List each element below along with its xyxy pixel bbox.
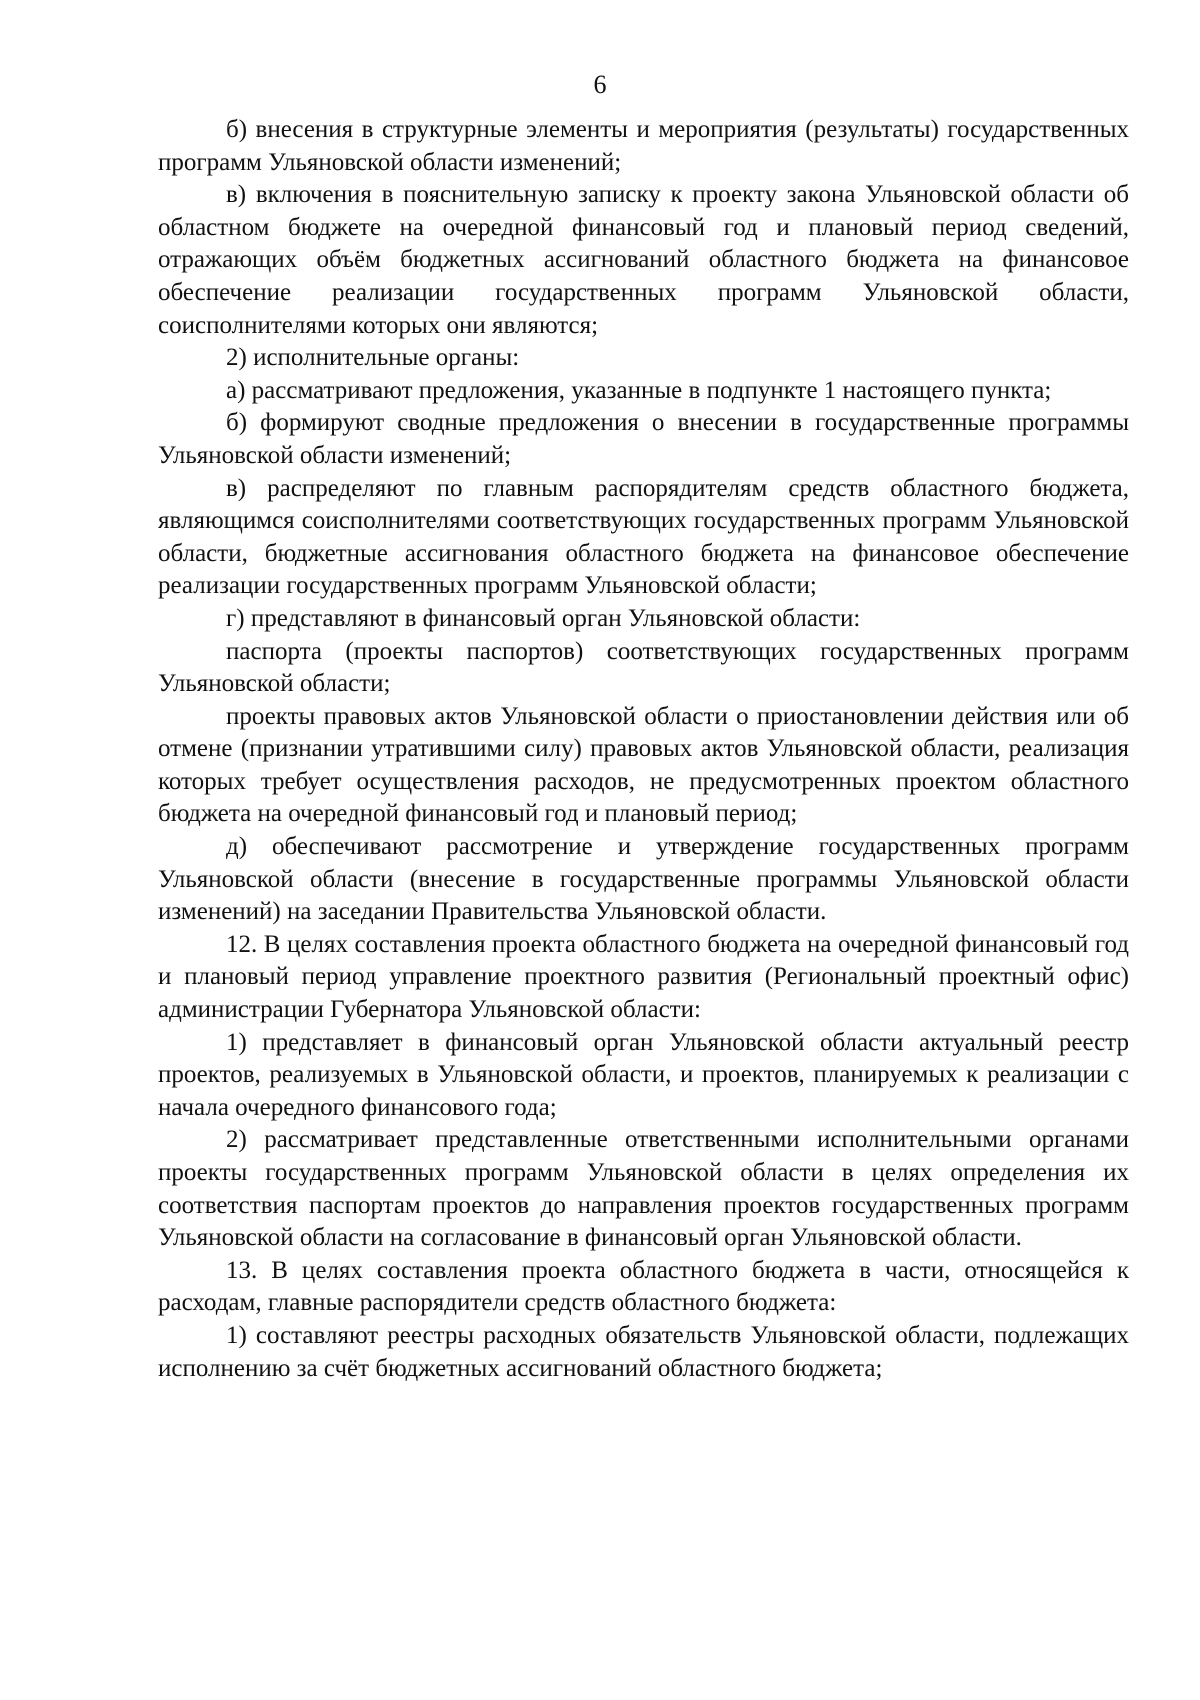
paragraph-12-2-review: 2) рассматривает представленные ответственными исполнительными органами проекты государственных программ Ульяновской области в целях определения их соответствия паспортам проектов до направления проектов государственных программ Ульяновской области на согласование в финансовый орган Ульяновской области.	[158, 1126, 1129, 1252]
paragraph-12-project-office: 12. В целях составления проекта областного бюджета на очередной финансовый год и плановый период управление проектного развития (Региональный проектный офис) администрации Губернатора Ульяновской области:	[158, 930, 1129, 1024]
paragraph-draft-legal-acts: проекты правовых актов Ульяновской области о приостановлении действия или об отмене (признании утратившими силу) правовых актов Ульяновской области, реализация которых требует осуществления расходов, не предусмотренных проектом областного бюджета на очередной финансовый год и плановый период;	[158, 702, 1129, 828]
paragraph-b-amendments: б) внесения в структурные элементы и мероприятия (результаты) государственных программ Ульяновской области изменений;	[158, 116, 1129, 176]
document-body	[158, 114, 1129, 1385]
paragraph-d-approval: д) обеспечивают рассмотрение и утверждение государственных программ Ульяновской области (внесение в государственные программы Ульяновской области изменений) на заседании Правительства Ульяновской области.	[158, 833, 1129, 926]
paragraph-2-executive-bodies: 2) исполнительные органы:	[226, 344, 520, 372]
paragraph-v-explanatory-note: в) включения в пояснительную записку к проекту закона Ульяновской области об областном бюджете на очередной финансовый год и плановый период сведений, отражающих объём бюджетных ассигнований областного бюджета на финансовое обеспечение реализации государственных программ Ульяновской области, соисполнителями которых они являются;	[158, 181, 1129, 339]
page-number: 6	[593, 70, 607, 99]
paragraph-13-1-registers: 1) составляют реестры расходных обязательств Ульяновской области, подлежащих исполнению за счёт бюджетных ассигнований областного бюджета;	[158, 1321, 1129, 1382]
paragraph-b-summary-proposals: б) формируют сводные предложения о внесении в государственные программы Ульяновской области изменений;	[158, 409, 1129, 469]
paragraph-13-expenses: 13. В целях составления проекта областного бюджета в части, относящейся к расходам, главные распорядители средств областного бюджета:	[158, 1256, 1129, 1317]
paragraph-12-1-registry: 1) представляет в финансовый орган Ульяновской области актуальный реестр проектов, реализуемых в Ульяновской области, и проектов, планируемых к реализации с начала очередного финансового года;	[158, 1028, 1129, 1121]
paragraph-g-submit: г) представляют в финансовый орган Ульяновской области:	[226, 604, 861, 632]
paragraph-a-review-proposals: а) рассматривают предложения, указанные в подпункте 1 настоящего пункта;	[226, 376, 1052, 404]
paragraph-passports: паспорта (проекты паспортов) соответствующих государственных программ Ульяновской области;	[158, 637, 1129, 698]
paragraph-v-distribute-allocations: в) распределяют по главным распорядителям средств областного бюджета, являющимся соисполнителями соответствующих государственных программ Ульяновской области, бюджетные ассигнования областного бюджета на финансовое обеспечение реализации государственных программ Ульяновской области;	[158, 474, 1129, 600]
